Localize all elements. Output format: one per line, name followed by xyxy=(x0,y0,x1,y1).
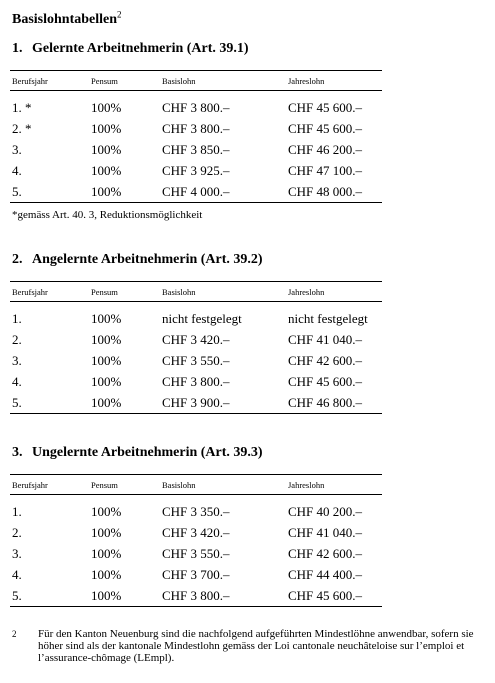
cell-berufsjahr: 5. xyxy=(10,585,89,607)
cell-basislohn: CHF 4 000.– xyxy=(160,181,286,203)
section-2-title xyxy=(12,252,263,268)
table-header-row xyxy=(10,71,382,91)
document-title-text: Basislohntabellen xyxy=(12,12,118,27)
footnote xyxy=(12,628,482,664)
cell-pensum: 100% xyxy=(91,545,122,561)
col-header-basislohn: Basislohn xyxy=(162,286,196,297)
cell-basislohn: CHF 3 800.– xyxy=(162,99,230,115)
cell-pensum: 100% xyxy=(91,352,122,368)
col-header-jahreslohn: Jahreslohn xyxy=(288,479,325,490)
cell-berufsjahr: 3. xyxy=(12,545,22,561)
section-title-text: Ungelernte Arbeitnehmerin (Art. 39.3) xyxy=(32,445,263,460)
cell-berufsjahr: 1. * xyxy=(12,99,32,115)
table-row xyxy=(10,181,382,203)
section-1-title xyxy=(12,41,249,57)
cell-pensum: 100% xyxy=(91,331,122,347)
cell-berufsjahr: 1. xyxy=(12,310,22,326)
table-row xyxy=(10,139,382,160)
footnote-mark: 2 xyxy=(12,629,17,639)
wage-table-2 xyxy=(10,281,382,414)
col-header-jahreslohn: Jahreslohn xyxy=(288,75,325,86)
cell-basislohn: CHF 3 800.– xyxy=(162,373,230,389)
cell-jahreslohn: CHF 41 040.– xyxy=(288,331,363,347)
cell-berufsjahr: 2. xyxy=(12,331,22,347)
cell-berufsjahr: 4. xyxy=(12,162,22,178)
cell-pensum: 100% xyxy=(91,503,122,519)
table-row xyxy=(10,585,382,607)
col-header-berufsjahr: Berufsjahr xyxy=(12,479,48,490)
cell-basislohn: CHF 3 900.– xyxy=(160,392,286,414)
table-row xyxy=(10,522,382,543)
title-footnote-ref: 2 xyxy=(117,9,122,20)
col-header-pensum: Pensum xyxy=(91,75,118,86)
cell-berufsjahr: 1. xyxy=(12,503,22,519)
wage-table-1 xyxy=(10,70,382,203)
section-3-title xyxy=(12,445,263,461)
table-row xyxy=(10,564,382,585)
cell-berufsjahr: 2. * xyxy=(12,120,32,136)
table-row xyxy=(10,371,382,392)
cell-pensum: 100% xyxy=(91,162,122,178)
cell-pensum: 100% xyxy=(91,524,122,540)
cell-basislohn: CHF 3 925.– xyxy=(162,162,230,178)
cell-basislohn: CHF 3 350.– xyxy=(162,503,230,519)
cell-pensum: 100% xyxy=(89,181,160,203)
section-1-note: *gemäss Art. 40. 3, Reduktionsmöglichkeit xyxy=(12,209,203,221)
cell-pensum: 100% xyxy=(91,566,122,582)
footnote-text: Für den Kanton Neuenburg sind die nachfolgend aufgeführten Mindestlöhne anwendbar, sofern sie höher sind als der kantonale Mindestlohn gemäss der Loi cantonale neuchâteloise sur l’emploi et l’assurance-chômage (LEmpl). xyxy=(38,628,474,664)
table-header-row xyxy=(10,475,382,495)
table-row xyxy=(10,495,382,523)
cell-pensum: 100% xyxy=(91,141,122,157)
section-title-text: Gelernte Arbeitnehmerin (Art. 39.1) xyxy=(32,41,249,56)
wage-table-3 xyxy=(10,474,382,607)
table-row xyxy=(10,91,382,119)
table-row xyxy=(10,543,382,564)
cell-basislohn: CHF 3 800.– xyxy=(162,120,230,136)
table-row xyxy=(10,392,382,414)
cell-jahreslohn: CHF 41 040.– xyxy=(288,524,363,540)
table-header-row xyxy=(10,282,382,302)
cell-pensum: 100% xyxy=(89,392,160,414)
table-row xyxy=(10,160,382,181)
cell-jahreslohn: nicht festgelegt xyxy=(288,310,368,326)
cell-jahreslohn: CHF 47 100.– xyxy=(288,162,363,178)
cell-basislohn: nicht festgelegt xyxy=(162,310,242,326)
cell-pensum: 100% xyxy=(91,120,122,136)
cell-basislohn: CHF 3 800.– xyxy=(160,585,286,607)
col-header-berufsjahr: Berufsjahr xyxy=(12,75,48,86)
cell-pensum: 100% xyxy=(89,585,160,607)
cell-berufsjahr: 3. xyxy=(12,141,22,157)
cell-jahreslohn: CHF 46 200.– xyxy=(288,141,363,157)
section-number: 2. xyxy=(12,252,23,267)
table-row xyxy=(10,329,382,350)
cell-basislohn: CHF 3 550.– xyxy=(162,545,230,561)
col-header-jahreslohn: Jahreslohn xyxy=(288,286,325,297)
cell-berufsjahr: 3. xyxy=(12,352,22,368)
table-row xyxy=(10,118,382,139)
cell-berufsjahr: 2. xyxy=(12,524,22,540)
cell-basislohn: CHF 3 700.– xyxy=(162,566,230,582)
cell-pensum: 100% xyxy=(91,99,122,115)
cell-jahreslohn: CHF 45 600.– xyxy=(286,585,382,607)
cell-basislohn: CHF 3 850.– xyxy=(162,141,230,157)
table-row xyxy=(10,350,382,371)
cell-basislohn: CHF 3 420.– xyxy=(162,524,230,540)
cell-berufsjahr: 4. xyxy=(12,373,22,389)
col-header-berufsjahr: Berufsjahr xyxy=(12,286,48,297)
cell-basislohn: CHF 3 550.– xyxy=(162,352,230,368)
cell-jahreslohn: CHF 40 200.– xyxy=(288,503,363,519)
cell-pensum: 100% xyxy=(91,310,122,326)
cell-jahreslohn: CHF 46 800.– xyxy=(286,392,382,414)
cell-jahreslohn: CHF 42 600.– xyxy=(288,545,363,561)
document-title xyxy=(12,9,122,28)
cell-jahreslohn: CHF 45 600.– xyxy=(288,373,363,389)
cell-jahreslohn: CHF 45 600.– xyxy=(288,99,363,115)
col-header-pensum: Pensum xyxy=(91,479,118,490)
section-title-text: Angelernte Arbeitnehmerin (Art. 39.2) xyxy=(32,252,263,267)
table-row xyxy=(10,302,382,330)
col-header-pensum: Pensum xyxy=(91,286,118,297)
cell-jahreslohn: CHF 45 600.– xyxy=(288,120,363,136)
cell-jahreslohn: CHF 42 600.– xyxy=(288,352,363,368)
cell-jahreslohn: CHF 44 400.– xyxy=(288,566,363,582)
section-number: 1. xyxy=(12,41,23,56)
col-header-basislohn: Basislohn xyxy=(162,75,196,86)
cell-jahreslohn: CHF 48 000.– xyxy=(286,181,382,203)
cell-pensum: 100% xyxy=(91,373,122,389)
col-header-basislohn: Basislohn xyxy=(162,479,196,490)
cell-basislohn: CHF 3 420.– xyxy=(162,331,230,347)
cell-berufsjahr: 5. xyxy=(10,181,89,203)
cell-berufsjahr: 4. xyxy=(12,566,22,582)
cell-berufsjahr: 5. xyxy=(10,392,89,414)
section-number: 3. xyxy=(12,445,23,460)
